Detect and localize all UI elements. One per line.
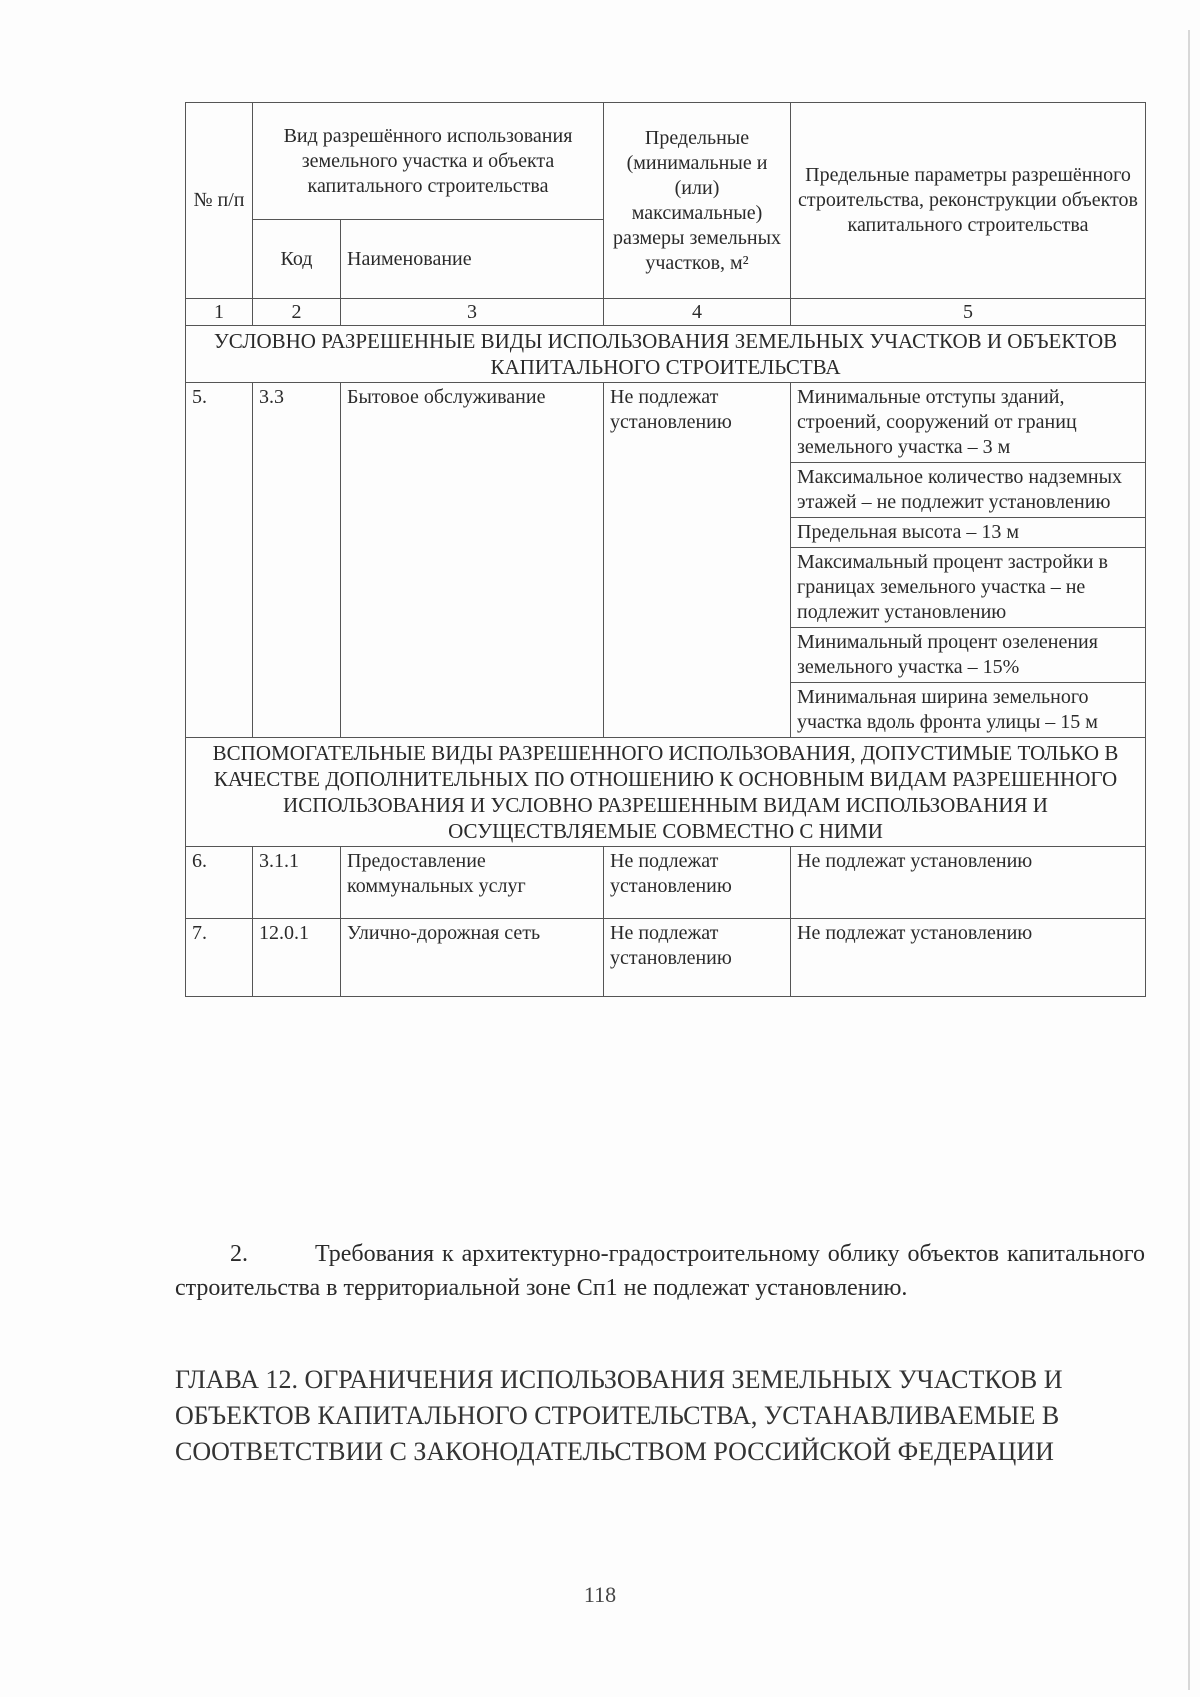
row5-param: Максимальный процент застройки в границах земельного участка – не подлежит установлению [791, 548, 1146, 628]
section-auxiliary-uses: ВСПОМОГАТЕЛЬНЫЕ ВИДЫ РАЗРЕШЕННОГО ИСПОЛЬЗОВАНИЯ, ДОПУСТИМЫЕ ТОЛЬКО В КАЧЕСТВЕ ДОПОЛНИТЕЛЬНЫХ ПО ОТНОШЕНИЮ К ОСНОВНЫМ ВИДАМ РАЗРЕШЕННОГО ИСПОЛЬЗОВАНИЯ И УСЛОВНО РАЗРЕШЕННЫМ ВИДАМ ИСПОЛЬЗОВАНИЯ И ОСУЩЕСТВЛЯЕМЫЕ СОВМЕСТНО С НИМИ [186, 738, 1146, 847]
header-name: Наименование [341, 220, 604, 299]
row6-num: 6. [186, 847, 253, 919]
row5-param: Максимальное количество надземных этажей – не подлежит установлению [791, 463, 1146, 518]
column-number-row [186, 299, 1146, 326]
header-code: Код [253, 220, 341, 299]
chapter-title: ГЛАВА 12. ОГРАНИЧЕНИЯ ИСПОЛЬЗОВАНИЯ ЗЕМЕЛЬНЫХ УЧАСТКОВ И ОБЪЕКТОВ КАПИТАЛЬНОГО СТРОИТЕЛЬСТВА, УСТАНАВЛИВАЕМЫЕ В СООТВЕТСТВИИ С ЗАКОНОДАТЕЛЬСТВОМ РОССИЙСКОЙ ФЕДЕРАЦИИ [175, 1365, 1063, 1466]
row7-size: Не подлежат установлению [604, 919, 791, 997]
row6-code: 3.1.1 [253, 847, 341, 919]
header-params: Предельные параметры разрешённого строительства, реконструкции объектов капитального строительства [791, 103, 1146, 299]
row7-params: Не подлежат установлению [791, 919, 1146, 997]
col-number: 2 [253, 299, 341, 326]
header-size: Предельные (минимальные и (или) максимальные) размеры земельных участков, м² [604, 103, 791, 299]
paragraph-text: Требования к архитектурно-градостроительному облику объектов капитального строительства в территориальной зоне Сп1 не подлежат установлению. [175, 1241, 1145, 1301]
header-num: № п/п [186, 103, 253, 299]
col-number: 4 [604, 299, 791, 326]
col-number: 5 [791, 299, 1146, 326]
row7-name: Улично-дорожная сеть [341, 919, 604, 997]
header-kind: Вид разрешённого использования земельного участка и объекта капитального строительства [253, 103, 604, 220]
paragraph-number: 2. [230, 1241, 248, 1267]
page-number: 118 [583, 1582, 617, 1607]
row6-params: Не подлежат установлению [791, 847, 1146, 919]
paragraph-2 [175, 1237, 1145, 1305]
scan-edge-line [1188, 30, 1190, 1690]
col-number: 3 [341, 299, 604, 326]
row5-param: Минимальные отступы зданий, строений, сооружений от границ земельного участка – 3 м [791, 383, 1146, 463]
row7-code: 12.0.1 [253, 919, 341, 997]
row6-name: Предоставление коммунальных услуг [341, 847, 604, 919]
row5-name: Бытовое обслуживание [341, 383, 604, 738]
section-conditional-uses: УСЛОВНО РАЗРЕШЕННЫЕ ВИДЫ ИСПОЛЬЗОВАНИЯ ЗЕМЕЛЬНЫХ УЧАСТКОВ И ОБЪЕКТОВ КАПИТАЛЬНОГО СТРОИТЕЛЬСТВА [186, 326, 1146, 383]
row5-num: 5. [186, 383, 253, 738]
row5-param: Минимальная ширина земельного участка вдоль фронта улицы – 15 м [791, 683, 1146, 738]
land-use-table [185, 102, 1146, 997]
row5-param: Минимальный процент озеленения земельного участка – 15% [791, 628, 1146, 683]
row6-size: Не подлежат установлению [604, 847, 791, 919]
row5-code: 3.3 [253, 383, 341, 738]
col-number: 1 [186, 299, 253, 326]
row7-num: 7. [186, 919, 253, 997]
row5-param: Предельная высота – 13 м [791, 518, 1146, 548]
row5-size: Не подлежат установлению [604, 383, 791, 738]
